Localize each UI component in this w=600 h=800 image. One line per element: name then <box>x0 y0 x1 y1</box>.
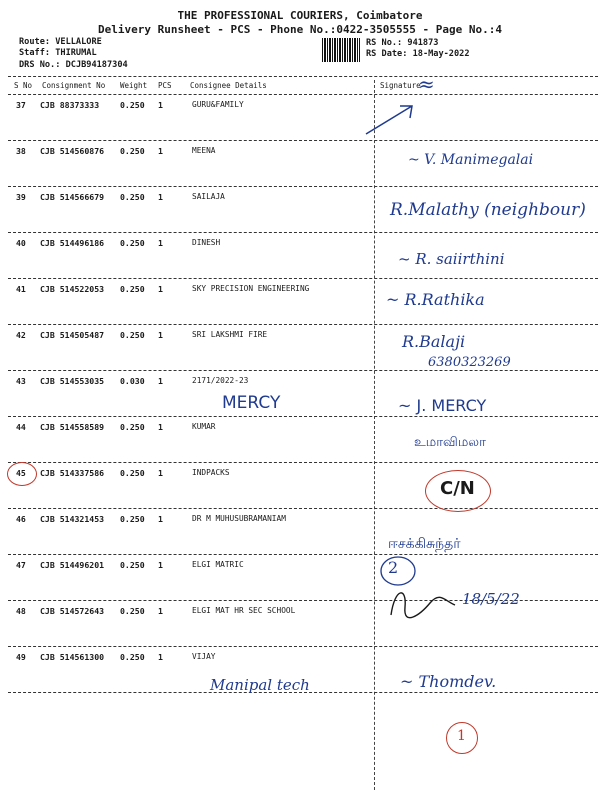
row-pcs: 1 <box>158 652 163 662</box>
row-divider <box>8 278 598 279</box>
col-consignment: Consignment No <box>42 81 106 90</box>
row48-date-handwriting: 18/5/22 <box>462 590 520 608</box>
table-row <box>0 96 600 141</box>
row-weight: 0.250 <box>120 146 145 156</box>
row-consignee: SKY PRECISION ENGINEERING <box>192 284 310 293</box>
header-top-rule <box>8 76 598 77</box>
row-weight: 0.250 <box>120 514 145 524</box>
row-sno: 47 <box>16 560 26 570</box>
drs-value: DCJB94187304 <box>65 60 128 70</box>
table-row <box>0 234 600 279</box>
route-line <box>19 37 102 47</box>
row37-signature-mark: ≈ <box>418 72 435 96</box>
row-sno: 45 <box>16 468 26 478</box>
row-weight: 0.250 <box>120 192 145 202</box>
row-pcs: 1 <box>158 284 163 294</box>
col-sno: S No <box>14 81 33 90</box>
row37-arrow-icon <box>360 100 420 140</box>
row-sno: 38 <box>16 146 26 156</box>
row-divider <box>8 646 598 647</box>
row-weight: 0.250 <box>120 238 145 248</box>
rs-no-line <box>366 38 438 48</box>
doc-subtitle: Delivery Runsheet - PCS - Phone No.:0422-3505555 - Page No.:4 <box>98 23 502 36</box>
table-row <box>0 280 600 325</box>
rs-date-value: 18-May-2022 <box>412 49 470 59</box>
row-weight: 0.250 <box>120 330 145 340</box>
row-pcs: 1 <box>158 514 163 524</box>
table-row <box>0 372 600 417</box>
row-weight: 0.250 <box>120 284 145 294</box>
footer-red-mark: 1 <box>457 728 466 744</box>
row-consignee: GURU&FAMILY <box>192 100 244 109</box>
staff-label: Staff: <box>19 48 51 58</box>
row-consignee: INDPACKS <box>192 468 230 477</box>
row39-handwriting: R.Malathy (neighbour) <box>390 200 586 220</box>
row44-handwriting: உமாவிமலா <box>414 435 486 450</box>
row-sno: 42 <box>16 330 26 340</box>
col-weight: Weight <box>120 81 148 90</box>
row-sno: 37 <box>16 100 26 110</box>
row-weight: 0.250 <box>120 422 145 432</box>
row43-right-handwriting: ~ J. MERCY <box>398 396 487 415</box>
row-weight: 0.250 <box>120 468 145 478</box>
row-consignment-no: CJB 514496186 <box>40 238 105 248</box>
row48-signature-scribble <box>385 585 460 625</box>
row-consignee: 2171/2022-23 <box>192 376 249 385</box>
table-row <box>0 464 600 509</box>
row-divider <box>8 140 598 141</box>
row-pcs: 1 <box>158 422 163 432</box>
row-consignee: DINESH <box>192 238 221 247</box>
row47-handwriting: 2 <box>388 558 399 577</box>
row-consignment-no: CJB 514337586 <box>40 468 105 478</box>
row-consignment-no: CJB 514553035 <box>40 376 105 386</box>
rs-date-line <box>366 49 470 59</box>
row-consignee: SAILAJA <box>192 192 225 201</box>
rs-no-value: 941873 <box>407 38 439 48</box>
row-consignee: SRI LAKSHMI FIRE <box>192 330 268 339</box>
row-pcs: 1 <box>158 192 163 202</box>
row38-handwriting: ~ V. Manimegalai <box>408 152 534 168</box>
drs-line <box>19 60 128 70</box>
row-pcs: 1 <box>158 468 163 478</box>
row-sno: 46 <box>16 514 26 524</box>
doc-title: THE PROFESSIONAL COURIERS, Coimbatore <box>177 9 423 22</box>
row-consignment-no: CJB 514561300 <box>40 652 105 662</box>
row-sno: 48 <box>16 606 26 616</box>
row-consignee: ELGI MATRIC <box>192 560 244 569</box>
header-bottom-rule <box>8 94 598 95</box>
row-pcs: 1 <box>158 100 163 110</box>
row-weight: 0.250 <box>120 560 145 570</box>
row-consignment-no: CJB 514505487 <box>40 330 105 340</box>
table-row <box>0 510 600 555</box>
row49-left-handwriting: Manipal tech <box>210 676 310 694</box>
row42-phone-handwriting: 6380323269 <box>428 355 511 370</box>
row-divider <box>8 462 598 463</box>
row-sno: 39 <box>16 192 26 202</box>
row47-circle-mark <box>378 554 418 588</box>
row-consignee: KUMAR <box>192 422 216 431</box>
row-sno: 44 <box>16 422 26 432</box>
row43-left-handwriting: MERCY <box>222 393 281 413</box>
row-weight: 0.250 <box>120 606 145 616</box>
table-row <box>0 418 600 463</box>
row-divider <box>8 186 598 187</box>
row-sno: 43 <box>16 376 26 386</box>
row-consignment-no: CJB 88373333 <box>40 100 100 110</box>
row-pcs: 1 <box>158 330 163 340</box>
rs-date-label: RS Date: <box>366 49 408 59</box>
row-consignment-no: CJB 514496201 <box>40 560 105 570</box>
table-header <box>0 78 600 94</box>
row-pcs: 1 <box>158 376 163 386</box>
row-consignment-no: CJB 514522053 <box>40 284 105 294</box>
row41-handwriting: ~ R.Rathika <box>386 290 485 309</box>
barcode-image <box>322 38 360 62</box>
row-divider <box>8 416 598 417</box>
staff-line <box>19 48 97 58</box>
row-consignment-no: CJB 514558589 <box>40 422 105 432</box>
row-weight: 0.250 <box>120 100 145 110</box>
row-divider <box>8 232 598 233</box>
row-weight: 0.030 <box>120 376 145 386</box>
drs-label: DRS No.: <box>19 60 61 70</box>
row-sno: 41 <box>16 284 26 294</box>
row-consignment-no: CJB 514572643 <box>40 606 105 616</box>
row-divider <box>8 508 598 509</box>
row-pcs: 1 <box>158 238 163 248</box>
row45-red-circle <box>7 462 37 486</box>
row-sno: 40 <box>16 238 26 248</box>
table-row <box>0 602 600 647</box>
row45-cn-mark: C/N <box>440 478 475 499</box>
rs-no-label: RS No.: <box>366 38 403 48</box>
row-divider <box>8 324 598 325</box>
route-value: VELLALORE <box>55 37 102 47</box>
row-divider <box>8 554 598 555</box>
row42-name-handwriting: R.Balaji <box>402 332 466 351</box>
col-pcs: PCS <box>158 81 172 90</box>
row-consignee: VIJAY <box>192 652 216 661</box>
row-pcs: 1 <box>158 146 163 156</box>
row-consignee: DR M MUHUSUBRAMANIAM <box>192 514 286 523</box>
row40-handwriting: ~ R. saiirthini <box>398 250 505 268</box>
col-signature: Signature <box>380 81 421 90</box>
row46-handwriting: ஈசக்கிசுந்தர் <box>388 536 461 552</box>
row-sno: 49 <box>16 652 26 662</box>
staff-value: THIRUMAL <box>55 48 97 58</box>
row-divider <box>8 370 598 371</box>
row-consignee: MEENA <box>192 146 216 155</box>
route-label: Route: <box>19 37 51 47</box>
row-consignment-no: CJB 514560876 <box>40 146 105 156</box>
col-consignee: Consignee Details <box>190 81 267 90</box>
row-consignee: ELGI MAT HR SEC SCHOOL <box>192 606 296 615</box>
row-consignment-no: CJB 514566679 <box>40 192 105 202</box>
row-pcs: 1 <box>158 606 163 616</box>
row-pcs: 1 <box>158 560 163 570</box>
row-weight: 0.250 <box>120 652 145 662</box>
row49-right-handwriting: ~ Thomdev. <box>400 672 497 691</box>
row-consignment-no: CJB 514321453 <box>40 514 105 524</box>
